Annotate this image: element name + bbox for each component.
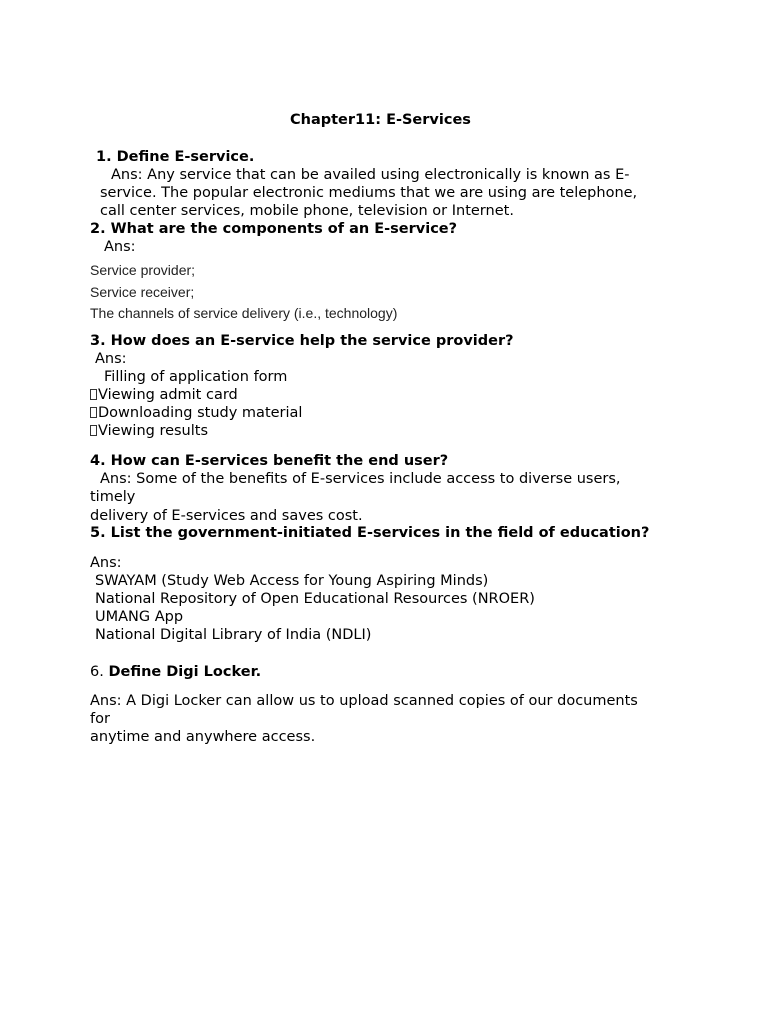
missing-glyph-icon [90, 389, 97, 400]
answer-4-line-2: timely [90, 489, 136, 505]
answer-5-item-1: SWAYAM (Study Web Access for Young Aspiring Minds) [95, 573, 489, 589]
answer-2-label: Ans: [104, 239, 136, 255]
answer-1-line-1: Ans: Any service that can be availed using electronically is known as E- [111, 167, 630, 183]
question-2: 2. What are the components of an E-service? [90, 221, 458, 237]
question-4: 4. How can E-services benefit the end user? [90, 453, 449, 469]
answer-2-item-2: Service receiver; [90, 284, 195, 300]
answer-3-item-2-text: Viewing admit card [98, 387, 238, 403]
answer-5-label: Ans: [90, 555, 122, 571]
answer-5-item-4: National Digital Library of India (NDLI) [95, 627, 372, 643]
missing-glyph-icon [90, 425, 97, 436]
question-1: 1. Define E-service. [96, 149, 255, 165]
answer-5-item-2: National Repository of Open Educational Resources (NROER) [95, 591, 535, 607]
answer-3-item-3 [90, 404, 302, 422]
question-6-number: 6. [90, 664, 104, 680]
page-title: Chapter11: E-Services [290, 112, 471, 128]
answer-4-line-1: Ans: Some of the benefits of E-services include access to diverse users, [100, 471, 621, 487]
answer-6-line-2: for [90, 711, 110, 727]
question-6 [90, 663, 261, 681]
answer-6-line-1: Ans: A Digi Locker can allow us to upload scanned copies of our documents [90, 693, 638, 709]
answer-3-item-2 [90, 386, 238, 404]
question-5: 5. List the government-initiated E-services in the field of education? [90, 525, 650, 541]
question-3: 3. How does an E-service help the service provider? [90, 333, 514, 349]
question-6-text: Define Digi Locker. [108, 664, 262, 680]
answer-3-item-3-text: Downloading study material [98, 405, 303, 421]
answer-2-item-1: Service provider; [90, 262, 196, 278]
answer-3-item-4 [90, 422, 208, 440]
answer-4-line-3: delivery of E-services and saves cost. [90, 508, 363, 524]
missing-glyph-icon [90, 407, 97, 418]
answer-1-line-2: service. The popular electronic mediums that we are using are telephone, [100, 185, 638, 201]
answer-1-line-3: call center services, mobile phone, television or Internet. [100, 203, 514, 219]
answer-3-item-1: Filling of application form [104, 369, 288, 385]
answer-3-label: Ans: [95, 351, 127, 367]
answer-3-item-4-text: Viewing results [98, 423, 209, 439]
answer-5-item-3: UMANG App [95, 609, 184, 625]
answer-2-item-3: The channels of service delivery (i.e., technology) [90, 305, 398, 321]
answer-6-line-3: anytime and anywhere access. [90, 729, 316, 745]
